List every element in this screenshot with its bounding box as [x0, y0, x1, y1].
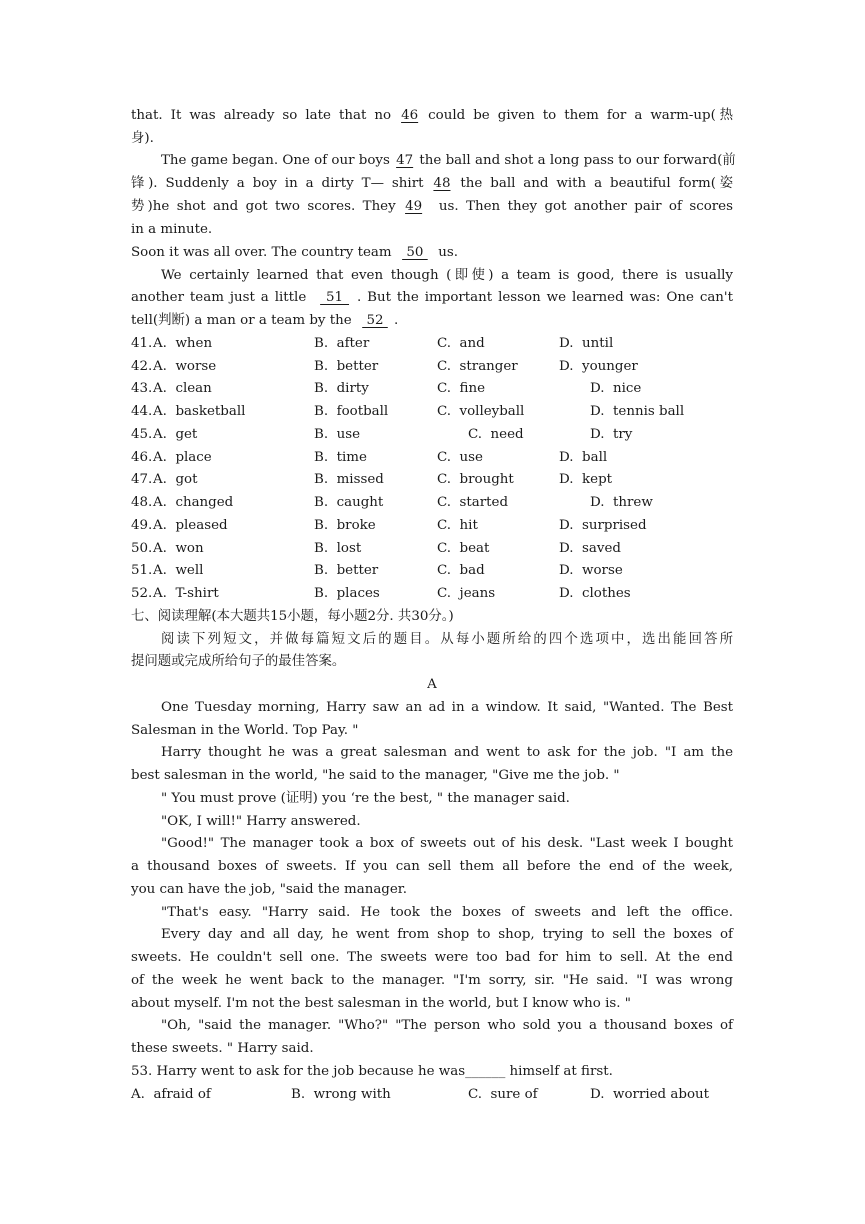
option-d: D. threw — [590, 495, 653, 510]
option-a: A. afraid of — [131, 1087, 211, 1102]
story-line: of the week he went back to the manager. "I'm sorry, sir. "He said. "I was wrong — [131, 973, 733, 988]
question-number: 48. — [131, 495, 153, 510]
story-line: "OK, I will!" Harry answered. — [161, 814, 361, 829]
text-line: Soon it was all over. The country team 50 us. — [131, 245, 458, 260]
option-a: A. got — [153, 472, 198, 487]
option-row-48 — [131, 492, 733, 514]
instruction-line: 阅读下列短文，并做每篇短文后的题目。从每小题所给的四个选项中，选出能回答所 — [161, 632, 733, 647]
story-line: "That's easy. "Harry said. He took the boxes of sweets and left the office. — [161, 905, 733, 920]
option-c: C. sure of — [468, 1087, 538, 1102]
option-b: B. places — [314, 586, 380, 601]
option-row-46 — [131, 447, 733, 469]
text-line: 锋). Suddenly a boy in a dirty T— shirt 48 the ball and with a beautiful form(姿 — [131, 176, 733, 191]
blank-51: 51 — [320, 290, 350, 305]
option-c: C. hit — [437, 518, 478, 533]
question-53-options — [131, 1084, 733, 1106]
story-line: these sweets. " Harry said. — [131, 1041, 314, 1056]
section-heading: 七、阅读理解(本大题共15小题，每小题2分. 共30分。) — [131, 609, 454, 624]
option-a: A. place — [153, 450, 212, 465]
option-row-50 — [131, 538, 733, 560]
option-b: B. football — [314, 404, 389, 419]
text-line: in a minute. — [131, 222, 213, 237]
question-number: 51. — [131, 563, 153, 578]
option-row-42 — [131, 356, 733, 378]
option-a: A. when — [153, 336, 213, 351]
option-d: D. surprised — [559, 518, 647, 533]
text-line: that. It was already so late that no 46 could be given to them for a warm-up(热 — [131, 108, 733, 123]
option-a: A. T-shirt — [153, 586, 219, 601]
blank-47: 47 — [396, 153, 414, 168]
option-b: B. use — [314, 427, 361, 442]
story-line: Every day and all day, he went from shop to shop, trying to sell the boxes of — [161, 927, 733, 942]
option-b: B. better — [314, 563, 379, 578]
option-row-52 — [131, 583, 733, 605]
story-line: One Tuesday morning, Harry saw an ad in a window. It said, "Wanted. The Best — [161, 700, 733, 715]
question-number: 46. — [131, 450, 153, 465]
instruction-line: 提问题或完成所给句子的最佳答案。 — [131, 654, 346, 669]
story-line: about myself. I'm not the best salesman in the world, but I know who is. " — [131, 996, 631, 1011]
option-b: B. lost — [314, 541, 362, 556]
question-number: 43. — [131, 381, 153, 396]
option-row-41 — [131, 333, 733, 355]
blank-52: 52 — [362, 313, 388, 328]
option-b: B. after — [314, 336, 370, 351]
option-c: C. use — [437, 450, 483, 465]
story-line: sweets. He couldn't sell one. The sweets were too bad for him to sell. At the end — [131, 950, 733, 965]
option-a: A. changed — [153, 495, 234, 510]
option-a: A. won — [153, 541, 204, 556]
option-b: B. time — [314, 450, 367, 465]
text-line: We certainly learned that even though (即使) a team is good, there is usually — [161, 268, 733, 283]
option-b: B. caught — [314, 495, 384, 510]
option-d: D. younger — [559, 359, 638, 374]
option-row-44 — [131, 401, 733, 423]
story-line: you can have the job, "said the manager. — [131, 882, 407, 897]
option-c: C. bad — [437, 563, 485, 578]
option-c: C. fine — [437, 381, 486, 396]
option-a: A. clean — [153, 381, 212, 396]
story-line: "Good!" The manager took a box of sweets out of his desk. "Last week I bought — [161, 836, 733, 851]
story-line: Salesman in the World. Top Pay. " — [131, 723, 359, 738]
passage-label: A — [427, 677, 437, 692]
option-c: C. brought — [437, 472, 514, 487]
blank-49: 49 — [405, 199, 423, 214]
option-b: B. wrong with — [291, 1087, 391, 1102]
option-row-45 — [131, 424, 733, 446]
option-a: A. pleased — [153, 518, 228, 533]
question-number: 44. — [131, 404, 153, 419]
option-c: C. volleyball — [437, 404, 525, 419]
option-d: D. clothes — [559, 586, 631, 601]
story-line: best salesman in the world, "he said to the manager, "Give me the job. " — [131, 768, 620, 783]
question-number: 50. — [131, 541, 153, 556]
option-b: B. broke — [314, 518, 376, 533]
option-d: D. nice — [590, 381, 642, 396]
blank-50: 50 — [402, 245, 428, 260]
option-d: D. worse — [559, 563, 623, 578]
option-d: D. tennis ball — [590, 404, 685, 419]
option-row-43 — [131, 378, 733, 400]
option-c: C. and — [437, 336, 485, 351]
option-a: A. well — [153, 563, 204, 578]
story-line: "Oh, "said the manager. "Who?" "The person who sold you a thousand boxes of — [161, 1018, 733, 1033]
option-d: D. try — [590, 427, 633, 442]
option-b: B. dirty — [314, 381, 369, 396]
text-line: The game began. One of our boys 47 the ball and shot a long pass to our forward(前 — [161, 153, 736, 168]
question-number: 42. — [131, 359, 153, 374]
option-row-49 — [131, 515, 733, 537]
option-c: C. jeans — [437, 586, 496, 601]
question-number: 45. — [131, 427, 153, 442]
blank-48: 48 — [433, 176, 451, 191]
option-d: D. worried about — [590, 1087, 710, 1102]
option-d: D. saved — [559, 541, 621, 556]
option-c: C. need — [468, 427, 524, 442]
option-a: A. get — [153, 427, 198, 442]
option-b: B. better — [314, 359, 379, 374]
question-number: 41. — [131, 336, 153, 351]
story-line: " You must prove (证明) you ‘re the best, " the manager said. — [161, 791, 570, 806]
option-c: C. started — [437, 495, 509, 510]
text-line: tell(判断) a man or a team by the 52 . — [131, 313, 399, 328]
question-number: 52. — [131, 586, 153, 601]
text-line: 身). — [131, 131, 154, 146]
story-line: a thousand boxes of sweets. If you can sell them all before the end of the week, — [131, 859, 733, 874]
story-line: Harry thought he was a great salesman and went to ask for the job. "I am the — [161, 745, 733, 760]
option-d: D. kept — [559, 472, 613, 487]
option-d: D. until — [559, 336, 614, 351]
blank-46: 46 — [401, 108, 419, 123]
option-row-47 — [131, 469, 733, 491]
option-c: C. stranger — [437, 359, 518, 374]
question-53-stem: 53. Harry went to ask for the job because he was______ himself at first. — [131, 1064, 613, 1079]
option-row-51 — [131, 560, 733, 582]
option-b: B. missed — [314, 472, 384, 487]
option-d: D. ball — [559, 450, 608, 465]
option-a: A. worse — [153, 359, 217, 374]
option-c: C. beat — [437, 541, 490, 556]
text-line: another team just a little 51 . But the important lesson we learned was: One can't — [131, 290, 733, 305]
question-number: 47. — [131, 472, 153, 487]
question-number: 49. — [131, 518, 153, 533]
option-a: A. basketball — [153, 404, 246, 419]
text-line: 势)he shot and got two scores. They 49 us. Then they got another pair of scores — [131, 199, 733, 214]
